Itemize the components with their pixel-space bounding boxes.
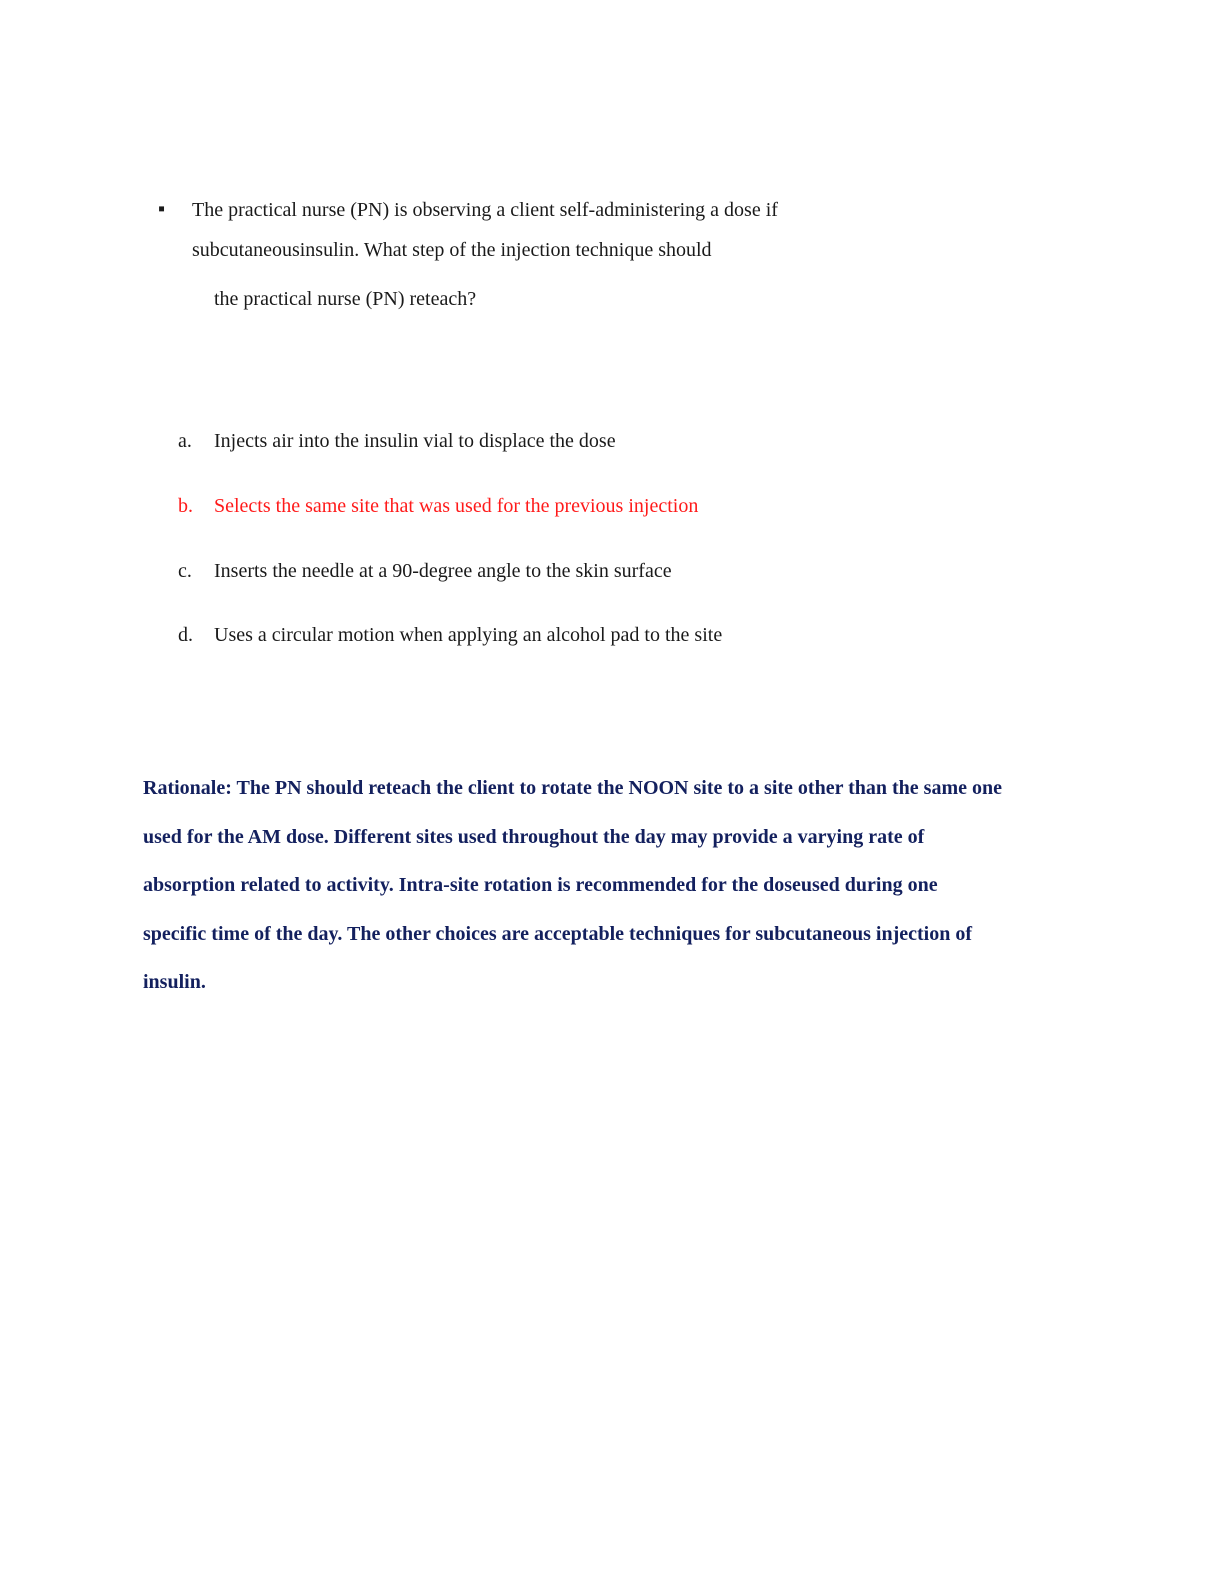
option-a-text: Injects air into the insulin vial to displace the dose <box>214 430 616 452</box>
rationale-line-1: Rationale: The PN should reteach the client to rotate the NOON site to a site other than the same one <box>143 777 1002 799</box>
option-c-letter: c. <box>178 560 192 582</box>
option-a <box>178 428 616 454</box>
rationale-line-4: specific time of the day. The other choices are acceptable techniques for subcutaneous injection of <box>143 922 973 945</box>
option-c <box>178 558 672 584</box>
question-line-1: The practical nurse (PN) is observing a client self-administering a dose if <box>192 199 778 221</box>
option-d <box>178 622 722 648</box>
question-line-2: subcutaneousinsulin. What step of the injection technique should <box>192 239 712 261</box>
rationale-line-3: absorption related to activity. Intra-site rotation is recommended for the doseused during one <box>143 874 938 896</box>
option-c-text: Inserts the needle at a 90-degree angle to the skin surface <box>214 560 672 582</box>
question-line-3: the practical nurse (PN) reteach? <box>214 288 477 310</box>
rationale-paragraph <box>143 764 1063 1007</box>
option-b-letter: b. <box>178 495 193 517</box>
option-b-correct <box>178 493 698 519</box>
option-b-text: Selects the same site that was used for the previous injection <box>214 495 699 517</box>
option-d-letter: d. <box>178 624 193 646</box>
bullet-icon: ▪ <box>158 198 166 220</box>
rationale-line-5: insulin. <box>143 971 206 993</box>
option-a-letter: a. <box>178 430 192 452</box>
option-d-text: Uses a circular motion when applying an alcohol pad to the site <box>214 624 723 646</box>
rationale-line-2: used for the AM dose. Different sites used throughout the day may provide a varying rate of <box>143 825 925 848</box>
